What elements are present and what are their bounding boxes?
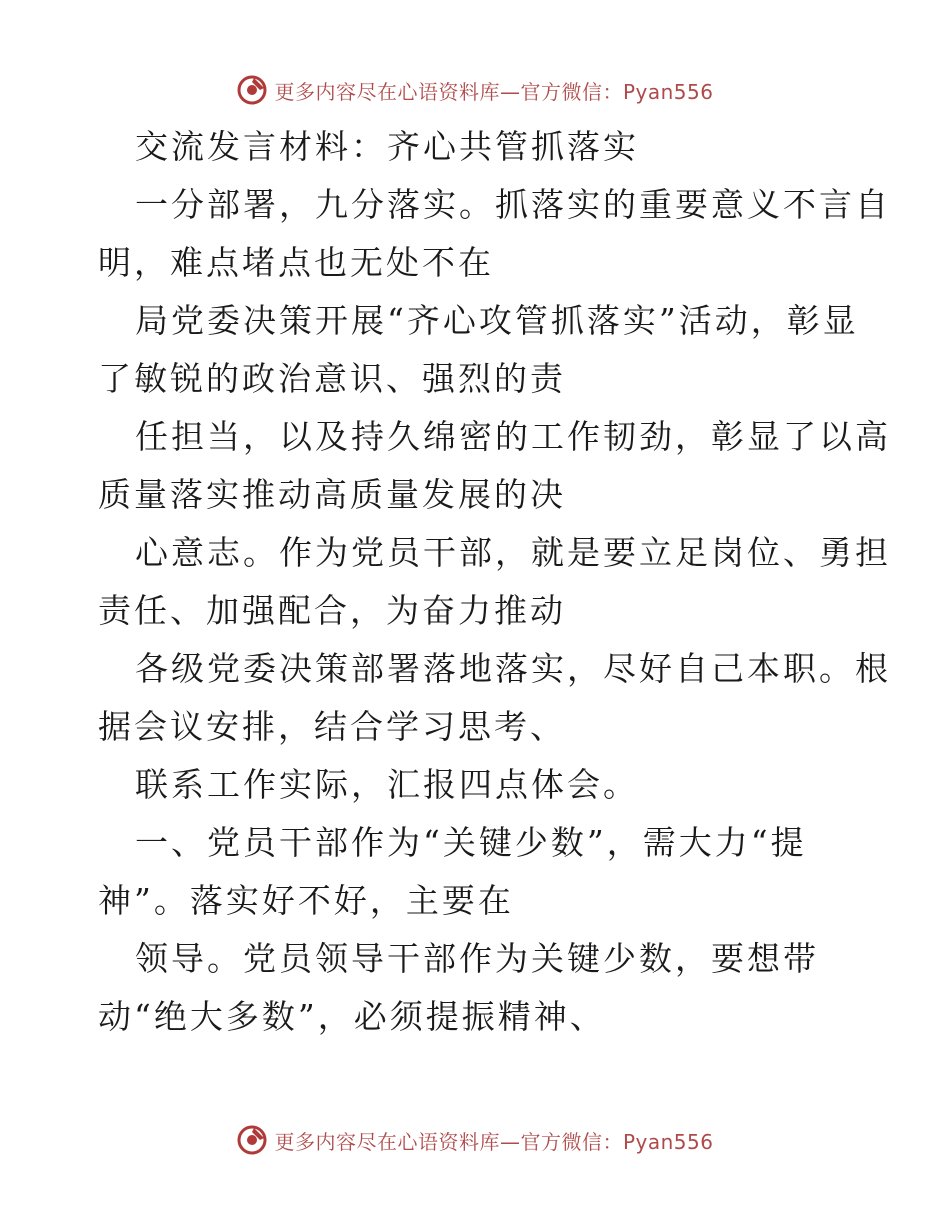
watermark-text: 更多内容尽在心语资料库—官方微信：Pyan556 [274,79,714,104]
text-line: 任担当，以及持久绵密的工作韧劲，彰显了以高 [135,417,891,456]
text-line: 责任、加强配合，为奋力推动 [98,591,566,630]
document-body [98,118,891,1046]
text-line: 各级党委决策部署落地落实，尽好自己本职。根 [135,649,891,688]
text-line: 一、党员干部作为“关键少数”，需大力“提 [135,823,807,862]
watermark-logo-icon [236,1124,268,1156]
text-line: 据会议安排，结合学习思考、 [98,707,566,746]
text-line: 了敏锐的政治意识、强烈的责 [98,359,566,398]
text-line: 联系工作实际，汇报四点体会。 [135,765,639,804]
text-line: 明，难点堵点也无处不在 [98,243,494,282]
header-watermark [0,70,950,110]
watermark-logo-icon [236,74,268,106]
text-line: 质量落实推动高质量发展的决 [98,475,566,514]
footer-watermark [0,1120,950,1160]
watermark-text: 更多内容尽在心语资料库—官方微信：Pyan556 [274,1129,714,1154]
text-line: 交流发言材料：齐心共管抓落实 [135,127,639,166]
text-line: 神”。落实好不好，主要在 [98,881,514,920]
text-line: 局党委决策开展“齐心攻管抓落实”活动，彰显 [135,301,859,340]
text-line: 心意志。作为党员干部，就是要立足岗位、勇担 [135,533,891,572]
text-line: 一分部署，九分落实。抓落实的重要意义不言自 [135,185,891,224]
text-line: 领导。党员领导干部作为关键少数，要想带 [135,939,819,978]
text-line: 动“绝大多数”，必须提振精神、 [98,997,606,1036]
